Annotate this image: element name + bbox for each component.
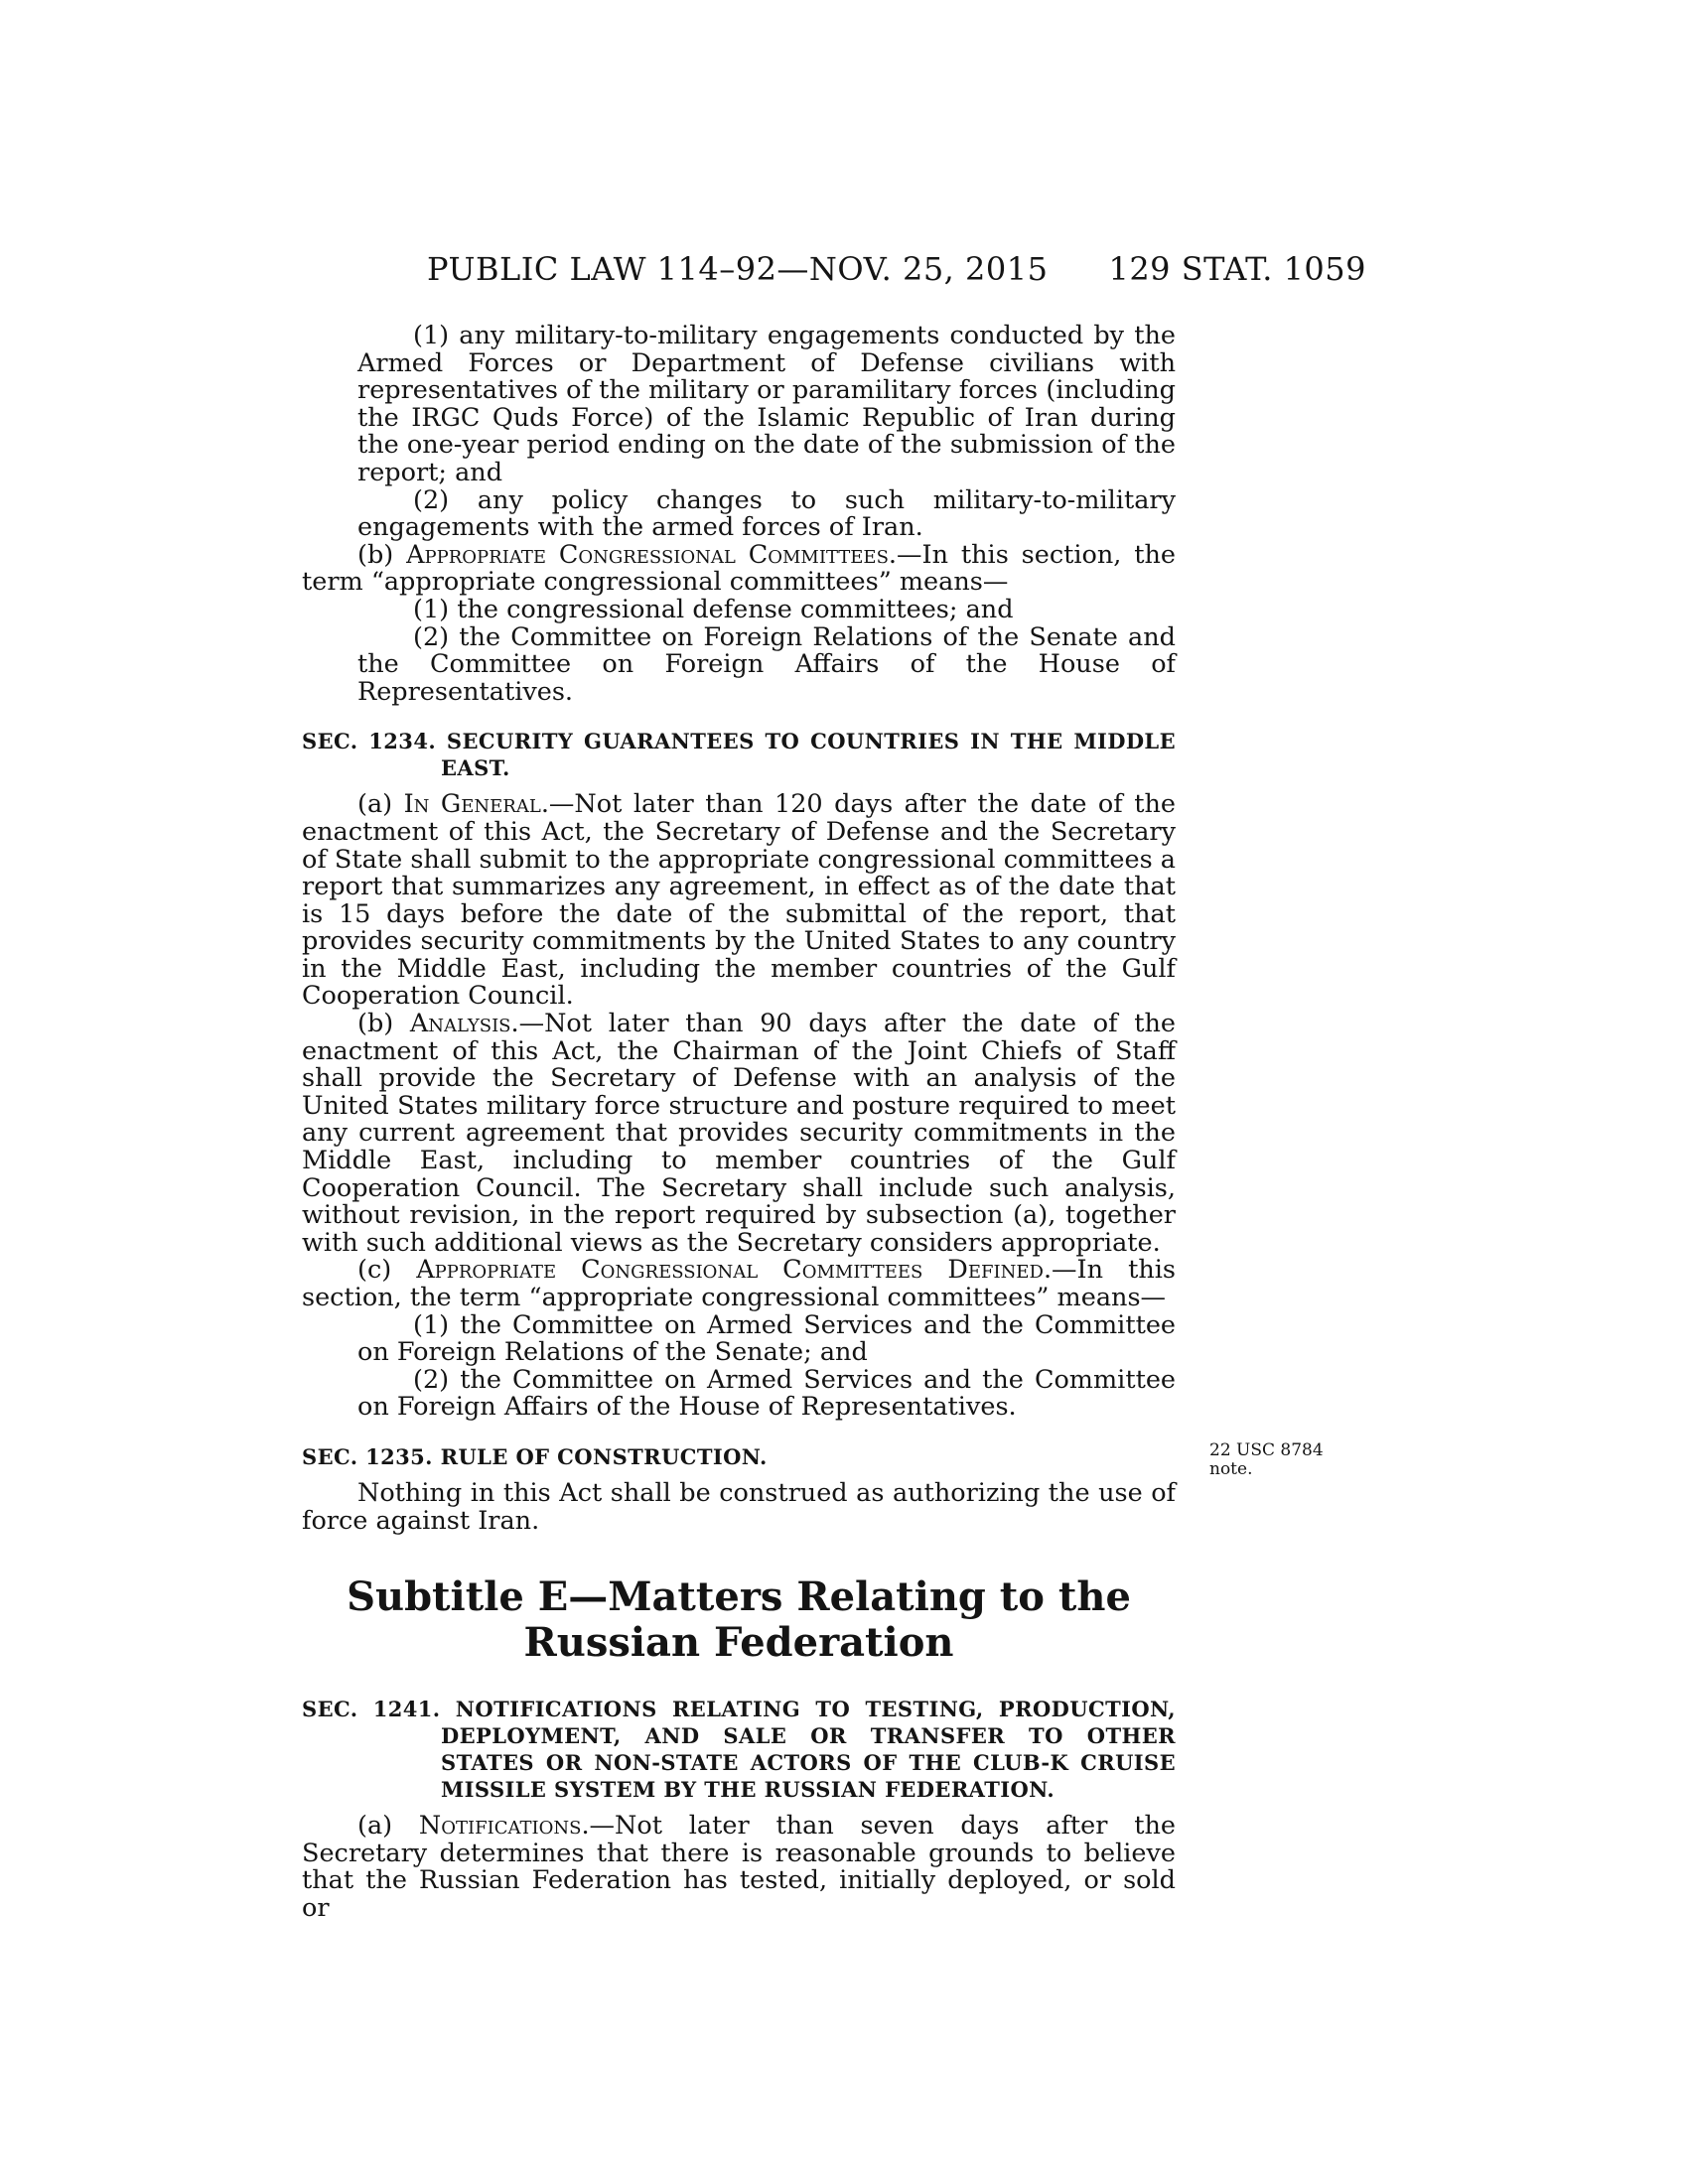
section-heading-1241: SEC. 1241. NOTIFICATIONS RELATING TO TESTING, PRODUCTION, DEPLOYMENT, AND SALE OR TRANSFER TO OTHER STATES OR NON-STATE ACTORS OF THE CLUB-K CRUISE MISSILE SYSTEM BY THE RUSSIAN FEDERATION. [302, 1697, 1176, 1803]
paragraph: (2) the Committee on Armed Services and the Committee on Foreign Affairs of the House of Representatives. [357, 1364, 1176, 1423]
header-citation: PUBLIC LAW 114–92—NOV. 25, 2015 [427, 250, 1049, 288]
margin-note [1209, 1441, 1329, 1479]
running-header [298, 250, 1366, 290]
subsection-heading: Analysis [409, 1009, 511, 1039]
subsection-label: (b) [357, 539, 407, 570]
subsection-label: (a) [357, 789, 404, 820]
subtitle-line: Subtitle E—Matters Relating to the [347, 1573, 1131, 1621]
subsection-text: .—In this section, the term “appropriate congressional committees” means— [302, 539, 1177, 598]
margin-note-note: note. [1209, 1459, 1253, 1479]
paragraph: (1) the congressional defense committees; and [413, 594, 1014, 624]
paragraph [302, 539, 1177, 598]
subsection-label: (a) [357, 1811, 419, 1842]
subsection-heading: Notifications [418, 1811, 582, 1842]
paragraph [302, 1813, 1176, 1922]
subsection-label: (b) [357, 1009, 410, 1039]
paragraph: (2) any policy changes to such military-to-military engagements with the armed forces of Iran. [357, 484, 1176, 543]
paragraph: (1) any military-to-military engagements conducted by the Armed Forces or Department of Defense civilians with representatives of the military or paramilitary forces (including the IRGC Quds Force) of the Islamic Republic of Iran during the one-year period ending on the date of the submission of the report; and [357, 321, 1176, 487]
section-heading-1234: SEC. 1234. SECURITY GUARANTEES TO COUNTRIES IN THE MIDDLE EAST. [302, 729, 1176, 781]
subsection-heading: Appropriate Congressional Committees [406, 539, 889, 570]
subtitle-line: Russian Federation [523, 1619, 954, 1667]
paragraph [302, 1011, 1176, 1257]
margin-note-usc: 22 USC 8784 [1209, 1440, 1324, 1460]
subsection-text: .—In this section, the term “appropriate congressional committees” means— [302, 1255, 1176, 1312]
subsection-text: .—Not later than seven days after the Secretary determines that there is reasonable grounds to believe that the Russian Federation has tested, initially deployed, or sold or [302, 1811, 1176, 1923]
paragraph [302, 1257, 1176, 1311]
paragraph: (1) the Committee on Armed Services and the Committee on Foreign Relations of the Senate; and [357, 1309, 1176, 1368]
header-stat-page: 129 STAT. 1059 [1108, 250, 1366, 288]
paragraph: (2) the Committee on Foreign Relations of the Senate and the Committee on Foreign Affairs of the House of Representatives. [357, 621, 1176, 707]
paragraph [302, 791, 1176, 1011]
document-body [302, 323, 1176, 1923]
subsection-text: .—Not later than 120 days after the date of the enactment of this Act, the Secretary of Defense and the Secretary of State shall submit to the appropriate congressional committees a report that summarizes any agreement, in effect as of the date that is 15 days before the date of the submittal of the report, that provides security commitments by the United States to any country in the Middle East, including the member countries of the Gulf Cooperation Council. [302, 789, 1176, 1012]
subsection-label: (c) [357, 1255, 417, 1286]
subsection-text: .—Not later than 90 days after the date of the enactment of this Act, the Chairman of the Joint Chiefs of Staff shall provide the Secretary of Defense with an analysis of the United States military force structure and posture required to meet any current agreement that provides security commitments in the Middle East, including to member countries of the Gulf Cooperation Council. The Secretary shall include such analysis, without revision, in the report required by subsection (a), together with such additional views as the Secretary considers appropriate. [302, 1009, 1177, 1258]
subtitle-heading [302, 1574, 1176, 1666]
subsection-heading: In General [403, 789, 541, 820]
paragraph: Nothing in this Act shall be construed as authorizing the use of force against Iran. [302, 1477, 1176, 1536]
section-heading-1235: SEC. 1235. RULE OF CONSTRUCTION. [302, 1443, 768, 1469]
subsection-heading: Appropriate Congressional Committees Defined [416, 1255, 1044, 1286]
